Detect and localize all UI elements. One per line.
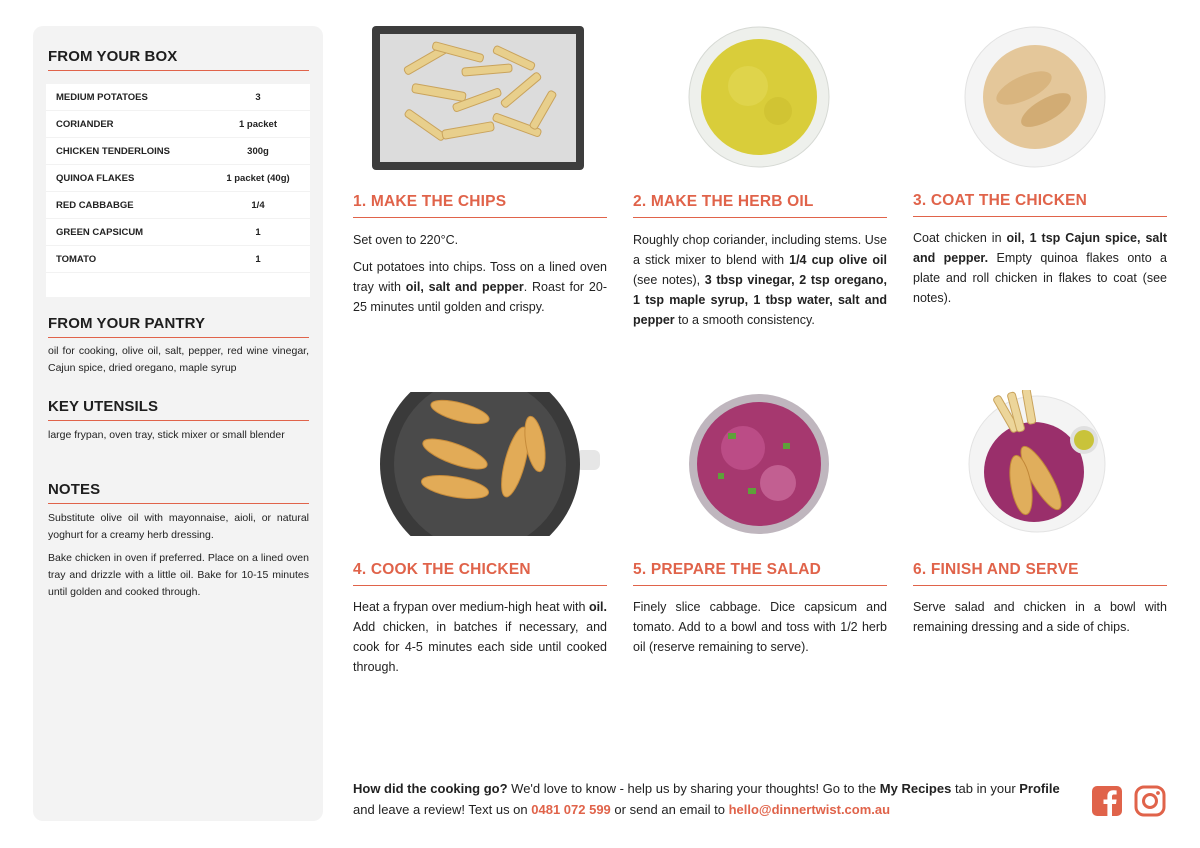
ingredient-qty: 1/4: [206, 192, 310, 219]
feedback-footer: [353, 778, 1073, 820]
ingredient-qty: 1 packet: [206, 111, 310, 138]
step-text-run: Serve salad and chicken in a bowl with remaining dressing and a side of chips.: [913, 600, 1167, 634]
step-text-run: to a smooth consistency.: [674, 313, 815, 327]
step-text-run: Add chicken, in batches if necessary, and cook for 4-5 minutes each side until cooked through.: [353, 620, 607, 674]
utensils-text: large frypan, oven tray, stick mixer or small blender: [48, 429, 285, 441]
step-4-title: 4. COOK THE CHICKEN: [353, 561, 607, 586]
footer-text-1: We'd love to know - help us by sharing your thoughts! Go to the: [507, 781, 880, 796]
ingredient-row: [46, 219, 310, 246]
ingredient-qty: 300g: [206, 138, 310, 165]
step-6-title: 6. FINISH AND SERVE: [913, 561, 1167, 586]
ingredient-name: MEDIUM POTATOES: [46, 84, 206, 111]
footer-text-3: and leave a review! Text us on: [353, 802, 532, 817]
step-ingredient-bold: oil, 1 tsp Cajun spice, salt and pepper.: [913, 231, 1167, 265]
step-paragraph: [913, 228, 1167, 308]
step-text-run: . Roast for 20-25 minutes until golden and crispy.: [353, 280, 607, 314]
step-6-text: [913, 597, 1167, 644]
step-paragraph: [353, 230, 607, 250]
footer-question: How did the cooking go?: [353, 781, 508, 796]
step-1-text: [353, 230, 607, 324]
ingredient-name: RED CABBABGE: [46, 192, 206, 219]
step-paragraph: [633, 597, 887, 657]
notes-text: [48, 510, 309, 607]
ingredient-row: [46, 165, 310, 192]
footer-text-2: tab in your: [951, 781, 1020, 796]
step-4-photo: [380, 392, 600, 536]
step-1-photo: [372, 26, 584, 170]
note-2: Bake chicken in oven if preferred. Place on a lined oven tray and drizzle with a little oil. Bake for 10-15 minutes until golden and cooked through.: [48, 552, 309, 598]
step-6-photo: [966, 390, 1108, 534]
ingredient-row: [46, 246, 310, 273]
ingredient-row: [46, 111, 310, 138]
step-1-title: 1. MAKE THE CHIPS: [353, 193, 607, 218]
step-text-run: Cut potatoes into chips. Toss on a lined oven tray with: [353, 260, 607, 294]
step-text-run: Coat chicken in: [913, 231, 1007, 245]
my-recipes-link[interactable]: My Recipes: [879, 781, 952, 796]
ingredient-qty: 3: [206, 84, 310, 111]
step-ingredient-bold: oil.: [588, 600, 607, 614]
ingredient-row: [46, 84, 310, 111]
step-2-text: [633, 230, 887, 337]
ingredient-qty: 1 packet (40g): [206, 165, 310, 192]
ingredient-row: [46, 192, 310, 219]
ingredients-sidebar: [33, 26, 323, 821]
footer-text-4: or send an email to: [610, 802, 729, 817]
step-ingredient-bold: 1/4 cup olive oil: [789, 253, 887, 267]
profile-link[interactable]: Profile: [1019, 781, 1060, 796]
ingredient-name: CORIANDER: [46, 111, 206, 138]
step-2-title: 2. MAKE THE HERB OIL: [633, 193, 887, 218]
step-5-title: 5. PREPARE THE SALAD: [633, 561, 887, 586]
step-3-photo: [964, 26, 1106, 168]
ingredient-name: GREEN CAPSICUM: [46, 219, 206, 246]
note-1: Substitute olive oil with mayonnaise, aioli, or natural yoghurt for a creamy herb dressing.: [48, 512, 309, 541]
step-paragraph: [353, 597, 607, 677]
utensils-heading: KEY UTENSILS: [48, 398, 309, 421]
empty-row: [46, 273, 310, 298]
step-paragraph: [913, 597, 1167, 637]
ingredient-name: TOMATO: [46, 246, 206, 273]
ingredient-qty: 1: [206, 246, 310, 273]
step-paragraph: [633, 230, 887, 330]
step-ingredient-bold: 3 tbsp vinegar, 2 tsp oregano, 1 tsp maple syrup, 1 tbsp water, salt and pepper: [633, 273, 888, 327]
step-ingredient-bold: oil, salt and pepper: [405, 280, 524, 294]
step-paragraph: [353, 257, 607, 317]
step-text-run: Set oven to 220°C.: [353, 233, 459, 247]
ingredient-name: QUINOA FLAKES: [46, 165, 206, 192]
ingredient-name: CHICKEN TENDERLOINS: [46, 138, 206, 165]
email-link[interactable]: hello@dinnertwist.com.au: [728, 802, 891, 817]
step-3-text: [913, 228, 1167, 315]
facebook-icon[interactable]: [1091, 785, 1123, 817]
ingredient-row: [46, 138, 310, 165]
step-text-run: Empty quinoa flakes onto a plate and roll chicken in flakes to coat (see notes).: [913, 251, 1168, 305]
pantry-heading: FROM YOUR PANTRY: [48, 315, 309, 338]
pantry-text: oil for cooking, olive oil, salt, pepper, red wine vinegar, Cajun spice, dried oregano, maple syrup: [48, 345, 309, 374]
step-text-run: Finely slice cabbage. Dice capsicum and tomato. Add to a bowl and toss with 1/2 herb oil (reserve remaining to serve).: [633, 600, 887, 654]
box-heading: FROM YOUR BOX: [48, 48, 309, 71]
phone-link[interactable]: 0481 072 599: [531, 802, 611, 817]
notes-heading: NOTES: [48, 481, 309, 504]
step-text-run: Roughly chop coriander, including stems. Use a stick mixer to blend with: [633, 233, 887, 267]
step-text-run: (see notes),: [633, 273, 705, 287]
ingredient-qty: 1: [206, 219, 310, 246]
ingredients-table: [46, 84, 310, 297]
step-5-photo: [688, 393, 830, 535]
instagram-icon[interactable]: [1134, 785, 1166, 817]
step-2-photo: [688, 26, 830, 168]
step-3-title: 3. COAT THE CHICKEN: [913, 192, 1167, 217]
step-4-text: [353, 597, 607, 684]
step-5-text: [633, 597, 887, 664]
step-text-run: Heat a frypan over medium-high heat with: [353, 600, 589, 614]
